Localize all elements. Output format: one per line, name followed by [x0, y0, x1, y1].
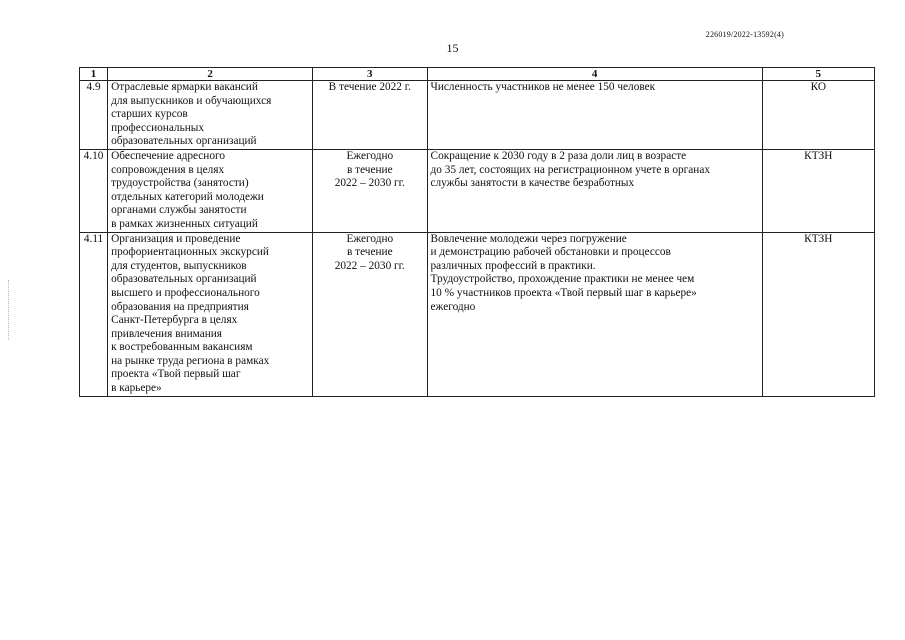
term-cell: Ежегодно в течение 2022 – 2030 гг.: [313, 149, 427, 232]
activity-cell: Организация и проведение профориентационных экскурсий для студентов, выпускников образовательных организаций высшего и профессионального образования на предприятия Санкт-Петербурга в целях привлечения внимания к востребованным вакансиям на рынке труда региона в рамках проекта «Твой первый шаг в карьере»: [108, 232, 313, 396]
column-header-1: 1: [80, 68, 108, 81]
table-row: [80, 81, 875, 150]
column-header-4: 4: [427, 68, 762, 81]
result-cell: Сокращение к 2030 году в 2 раза доли лиц в возрасте до 35 лет, состоящих на регистрационном учете в органах службы занятости в качестве безработных: [427, 149, 762, 232]
column-header-5: 5: [762, 68, 874, 81]
result-cell: Численность участников не менее 150 человек: [427, 81, 762, 150]
activity-cell: Обеспечение адресного сопровождения в целях трудоустройства (занятости) отдельных категорий молодежи органами службы занятости в рамках жизненных ситуаций: [108, 149, 313, 232]
measures-table: [79, 67, 875, 397]
row-number: 4.11: [80, 232, 108, 396]
table-row: [80, 232, 875, 396]
page-number: 15: [446, 41, 459, 55]
scan-margin-mark: [8, 280, 10, 340]
result-cell: Вовлечение молодежи через погружение и демонстрацию рабочей обстановки и процессов различных профессий в практики. Трудоустройство, прохождение практики не менее чем 10 % участников проекта «Твой первый шаг в карьере» ежегодно: [427, 232, 762, 396]
document-registration-number: 226019/2022-13592(4): [705, 30, 784, 39]
column-header-2: 2: [108, 68, 313, 81]
row-number: 4.9: [80, 81, 108, 150]
term-cell: Ежегодно в течение 2022 – 2030 гг.: [313, 232, 427, 396]
executor-cell: КО: [762, 81, 874, 150]
executor-cell: КТЗН: [762, 232, 874, 396]
executor-cell: КТЗН: [762, 149, 874, 232]
term-cell: В течение 2022 г.: [313, 81, 427, 150]
activity-cell: Отраслевые ярмарки вакансий для выпускников и обучающихся старших курсов профессиональных образовательных организаций: [108, 81, 313, 150]
row-number: 4.10: [80, 149, 108, 232]
column-header-3: 3: [313, 68, 427, 81]
table-row: [80, 149, 875, 232]
table-header-row: [80, 68, 875, 81]
